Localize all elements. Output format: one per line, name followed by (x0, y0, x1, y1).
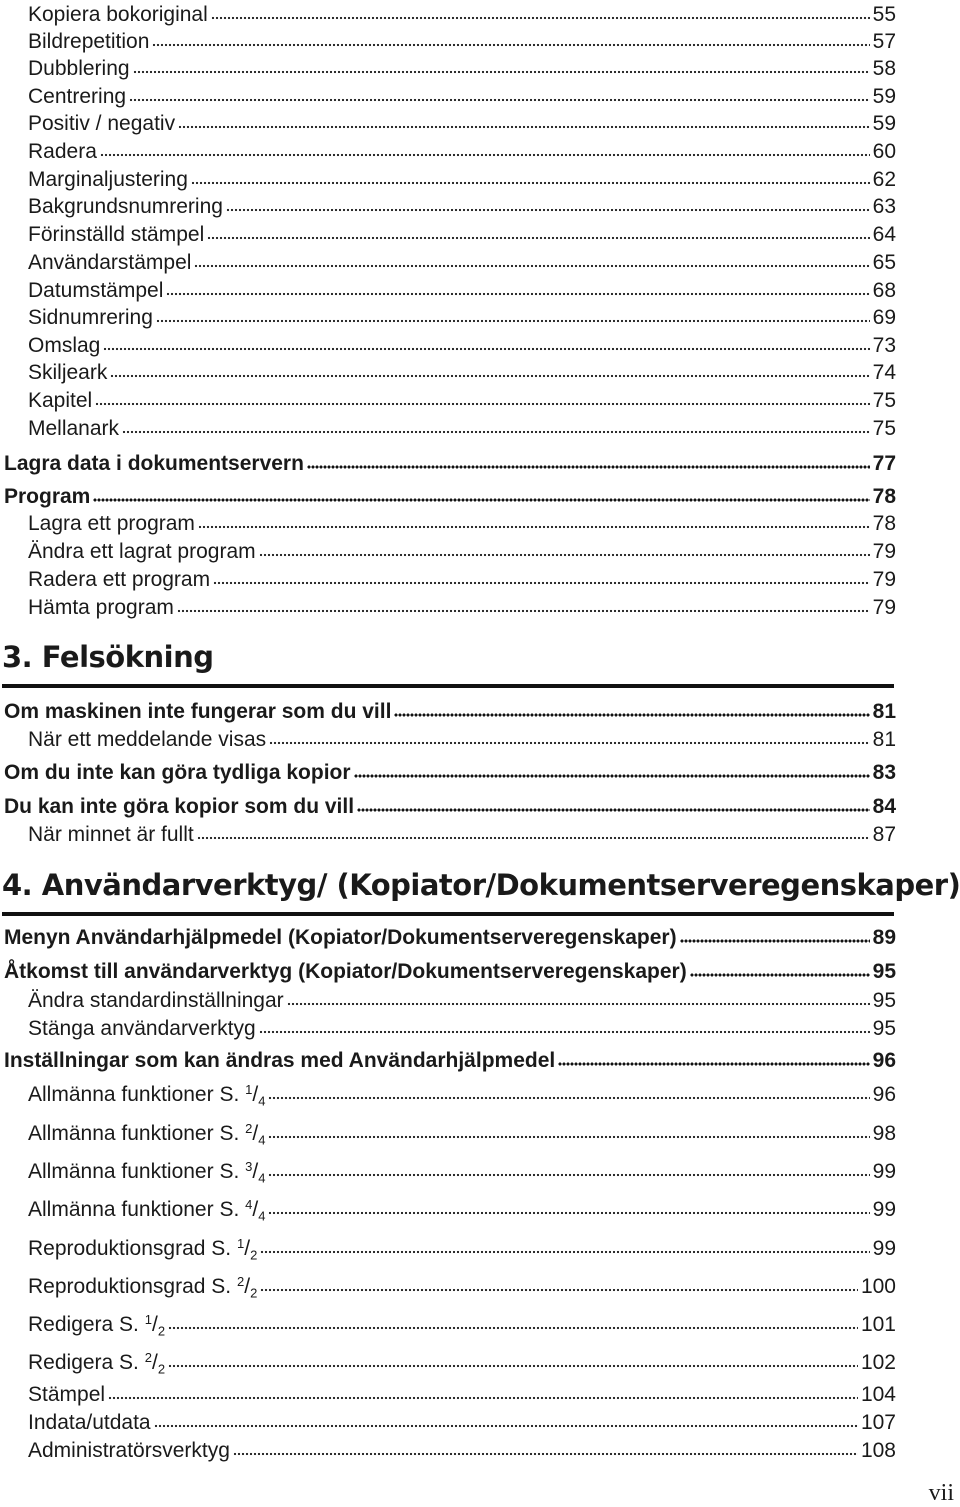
dot-leader (211, 0, 870, 21)
toc-entry-title: Användarstämpel (28, 251, 192, 274)
toc-page-number: 96 (872, 1083, 896, 1106)
toc-entry-title: Om du inte kan göra tydliga kopior (4, 761, 351, 784)
toc-page-number: 100 (860, 1275, 896, 1298)
toc-entry (28, 109, 896, 134)
toc-entry-title: Indata/utdata (28, 1411, 151, 1434)
dot-leader (357, 792, 870, 813)
toc-page-number: 95 (872, 1017, 896, 1040)
toc-page-number: 65 (872, 251, 896, 274)
toc-page-number: 74 (872, 361, 896, 384)
toc-entry-title: Ändra ett lagrat program (28, 540, 256, 563)
toc-entry-title: Datumstämpel (28, 279, 164, 302)
toc-entry (28, 537, 896, 562)
toc-page-number: 60 (872, 140, 896, 163)
toc-page-number: 81 (872, 728, 896, 751)
toc-entry (28, 248, 896, 273)
dot-leader (268, 1195, 869, 1216)
toc-entry (28, 1408, 896, 1433)
toc-entry-title: Allmänna funktioner S. $^3/_4$ (28, 1158, 266, 1186)
toc-entry (28, 1080, 896, 1109)
toc-page-number: 77 (872, 452, 896, 475)
toc-entry-title: Stämpel (28, 1383, 106, 1406)
toc-page-number: 69 (872, 306, 896, 329)
toc-entry-title: Omslag (28, 334, 101, 357)
dot-leader (178, 109, 870, 130)
toc-entry (28, 1014, 896, 1039)
toc-entry-title: Mellanark (28, 417, 120, 440)
dot-leader (103, 331, 869, 352)
toc-entry (28, 1157, 896, 1186)
dot-leader (233, 1436, 858, 1457)
toc-entry (28, 192, 896, 217)
toc-entry-title: Hämta program (28, 596, 174, 619)
toc-page-number: 107 (860, 1411, 896, 1434)
toc-entry-title: Om maskinen inte fungerar som du vill (4, 700, 392, 723)
toc-entry (28, 331, 896, 356)
toc-page-number: 89 (872, 926, 896, 949)
toc-page-number: 104 (860, 1383, 896, 1406)
toc-entry-title: Dubblering (28, 57, 130, 80)
dot-leader (197, 820, 870, 841)
toc-entry-title: Administratörsverktyg (28, 1439, 230, 1462)
toc-section-entry (4, 1046, 896, 1071)
dot-leader (259, 1014, 870, 1035)
dot-leader (194, 248, 869, 269)
toc-entry-title: Radera (28, 140, 97, 163)
toc-entry-title: Allmänna funktioner S. $^4/_4$ (28, 1196, 266, 1224)
dot-leader (354, 758, 870, 779)
toc-page-number: 64 (872, 223, 896, 246)
dot-leader (259, 537, 870, 558)
toc-entry-title: Bakgrundsnumrering (28, 195, 223, 218)
chapter-heading-3: 3. Felsökning (2, 640, 214, 674)
dot-leader (260, 1272, 858, 1293)
toc-page-number: 59 (872, 112, 896, 135)
toc-page-number: 73 (872, 334, 896, 357)
toc-entry-title: Menyn Användarhjälpmedel (Kopiator/Dokumentserveregenskaper) (4, 926, 677, 949)
toc-entry (28, 220, 896, 245)
toc-entry (28, 27, 896, 52)
toc-page-number: 59 (872, 85, 896, 108)
chapter-heading-4: 4. Användarverktyg/ (Kopiator/Dokumentserveregenskaper) (2, 868, 960, 902)
toc-section-entry (4, 792, 896, 817)
toc-page-number: 79 (872, 540, 896, 563)
toc-entry (28, 1119, 896, 1148)
toc-page-number: 79 (872, 568, 896, 591)
toc-entry (28, 1380, 896, 1405)
dot-leader (110, 358, 869, 379)
dot-leader (168, 1348, 858, 1369)
toc-entry-title: Åtkomst till användarverktyg (Kopiator/Dokumentserveregenskaper) (4, 960, 687, 983)
toc-page-number: 75 (872, 389, 896, 412)
toc-page-number: 55 (872, 3, 896, 26)
toc-entry-title: Program (4, 485, 91, 508)
toc-entry (28, 358, 896, 383)
toc-entry (28, 986, 896, 1011)
toc-page-number: 108 (860, 1439, 896, 1462)
toc-section-entry (4, 758, 896, 783)
toc-entry (28, 1436, 896, 1461)
dot-leader (268, 1119, 869, 1140)
toc-page-number: 102 (860, 1351, 896, 1374)
dot-leader (207, 220, 869, 241)
toc-entry-title: Inställningar som kan ändras med Användarhjälpmedel (4, 1049, 556, 1072)
dot-leader (100, 137, 870, 158)
dot-leader (198, 509, 870, 530)
dot-leader (307, 449, 870, 470)
dot-leader (154, 1408, 858, 1429)
toc-page-number: 58 (872, 57, 896, 80)
toc-page-number: 83 (872, 761, 896, 784)
toc-entry-title: Ändra standardinställningar (28, 989, 284, 1012)
toc-page-number: 79 (872, 596, 896, 619)
toc-entry-title: Allmänna funktioner S. $^1/_4$ (28, 1081, 266, 1109)
toc-entry-title: När ett meddelande visas (28, 728, 267, 751)
toc-entry-title: När minnet är fullt (28, 823, 194, 846)
toc-entry-title: Allmänna funktioner S. $^2/_4$ (28, 1120, 266, 1148)
toc-entry-title: Lagra ett program (28, 512, 195, 535)
toc-entry-title: Positiv / negativ (28, 112, 176, 135)
toc-entry-title: Förinställd stämpel (28, 223, 205, 246)
toc-entry (28, 0, 896, 25)
dot-leader (93, 482, 869, 503)
chapter-rule (2, 684, 894, 688)
dot-leader (191, 165, 870, 186)
toc-entry-title: Centrering (28, 85, 127, 108)
toc-entry (28, 593, 896, 618)
toc-entry (28, 165, 896, 190)
dot-leader (95, 386, 869, 407)
toc-entry-title: Reproduktionsgrad S. $^2/_2$ (28, 1273, 258, 1301)
toc-entry-title: Kapitel (28, 389, 93, 412)
page-number: vii (928, 1480, 954, 1506)
toc-entry-title: Redigera S. $^2/_2$ (28, 1349, 166, 1377)
dot-leader (177, 593, 870, 614)
toc-page-number: 99 (872, 1198, 896, 1221)
toc-page-number: 84 (872, 795, 896, 818)
toc-entry (28, 386, 896, 411)
toc-entry (28, 414, 896, 439)
dot-leader (166, 276, 869, 297)
dot-leader (108, 1380, 858, 1401)
dot-leader (133, 54, 870, 75)
toc-entry (28, 509, 896, 534)
toc-entry-title: Marginaljustering (28, 168, 188, 191)
dot-leader (558, 1046, 869, 1067)
dot-leader (152, 27, 869, 48)
toc-page-number: 78 (872, 485, 896, 508)
dot-leader (690, 957, 870, 978)
toc-entry (28, 303, 896, 328)
toc-page-number: 68 (872, 279, 896, 302)
toc-section-entry (4, 957, 896, 982)
dot-leader (260, 1234, 869, 1255)
toc-page-number: 57 (872, 30, 896, 53)
toc-section-entry (4, 697, 896, 722)
toc-page-number: 87 (872, 823, 896, 846)
toc-section-entry (4, 482, 896, 507)
toc-page-number: 75 (872, 417, 896, 440)
dot-leader (394, 697, 869, 718)
dot-leader (213, 565, 870, 586)
toc-entry (28, 1348, 896, 1377)
toc-entry-title: Kopiera bokoriginal (28, 3, 208, 26)
dot-leader (156, 303, 870, 324)
toc-entry (28, 82, 896, 107)
toc-entry (28, 276, 896, 301)
dot-leader (680, 923, 870, 944)
toc-page-number: 81 (872, 700, 896, 723)
toc-entry-title: Sidnumrering (28, 306, 153, 329)
dot-leader (168, 1310, 858, 1331)
toc-page-number: 62 (872, 168, 896, 191)
toc-entry (28, 137, 896, 162)
dot-leader (268, 1157, 869, 1178)
toc-entry-title: Skiljeark (28, 361, 108, 384)
toc-entry (28, 1234, 896, 1263)
toc-page-number: 78 (872, 512, 896, 535)
toc-entry-title: Radera ett program (28, 568, 211, 591)
toc-page-number: 63 (872, 195, 896, 218)
toc-page-number: 99 (872, 1237, 896, 1260)
toc-entry-title: Lagra data i dokumentservern (4, 452, 304, 475)
dot-leader (122, 414, 870, 435)
toc-entry (28, 1310, 896, 1339)
toc-page-number: 101 (860, 1313, 896, 1336)
toc-page-number: 95 (872, 960, 896, 983)
dot-leader (269, 725, 870, 746)
toc-entry (28, 1272, 896, 1301)
toc-page-number: 98 (872, 1122, 896, 1145)
toc-entry-title: Redigera S. $^1/_2$ (28, 1311, 166, 1339)
toc-page-number: 95 (872, 989, 896, 1012)
dot-leader (129, 82, 870, 103)
toc-section-entry (4, 449, 896, 474)
chapter-rule (2, 912, 894, 916)
toc-entry (28, 54, 896, 79)
toc-entry-title: Stänga användarverktyg (28, 1017, 256, 1040)
toc-entry (28, 565, 896, 590)
toc-entry (28, 725, 896, 750)
dot-leader (287, 986, 870, 1007)
toc-entry (28, 820, 896, 845)
toc-section-entry (4, 923, 896, 948)
dot-leader (226, 192, 870, 213)
toc-page-number: 99 (872, 1160, 896, 1183)
toc-entry-title: Du kan inte göra kopior som du vill (4, 795, 355, 818)
toc-page-number: 96 (872, 1049, 896, 1072)
toc-entry-title: Reproduktionsgrad S. $^1/_2$ (28, 1235, 258, 1263)
toc-entry-title: Bildrepetition (28, 30, 150, 53)
toc-entry (28, 1195, 896, 1224)
dot-leader (268, 1080, 869, 1101)
